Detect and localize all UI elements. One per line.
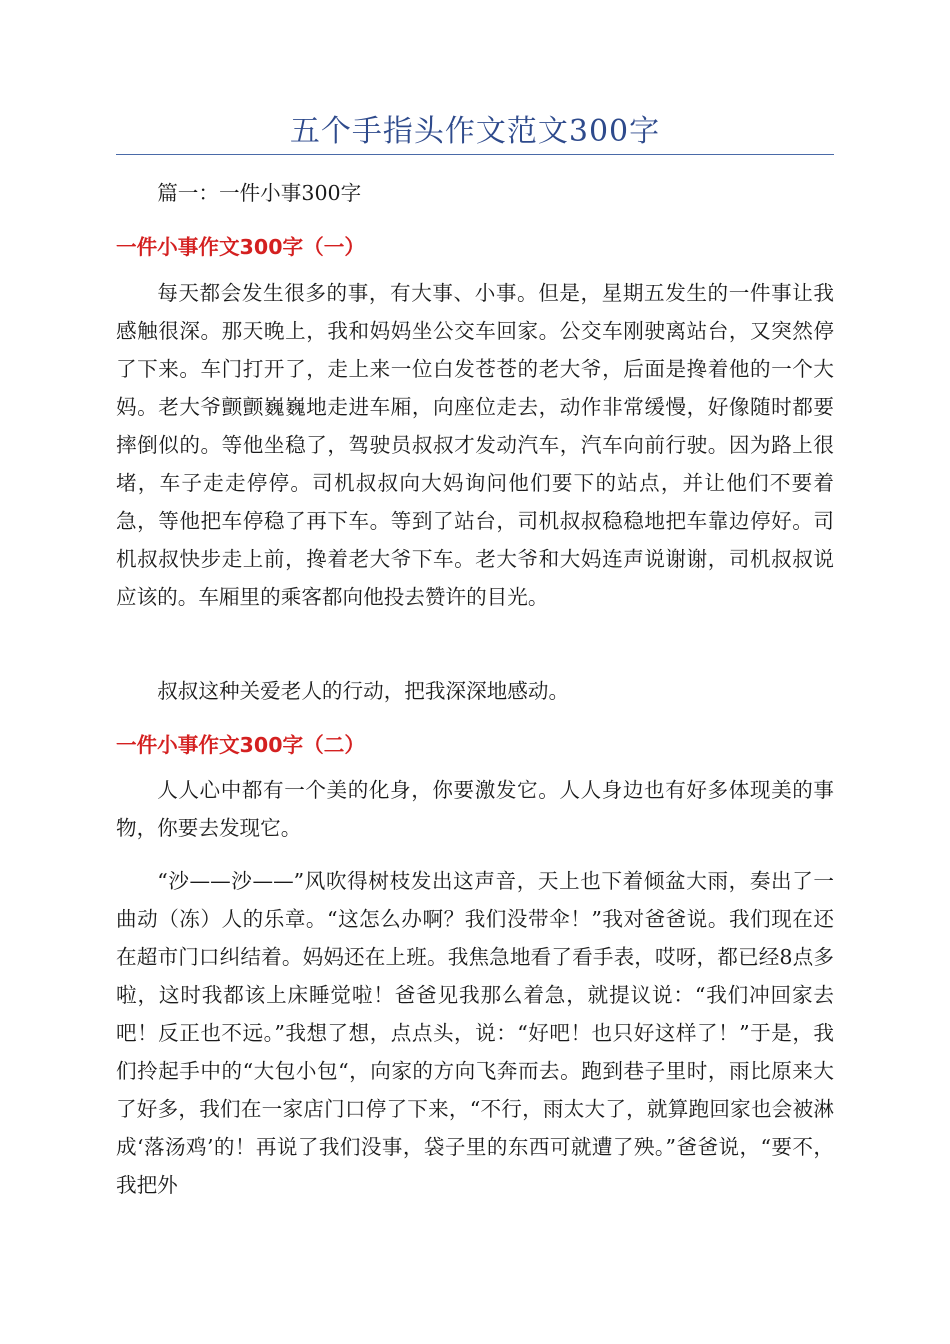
section-heading-2: 一件小事作文300字（二） bbox=[116, 733, 365, 757]
title-underline bbox=[116, 154, 834, 155]
article-subheading: 篇一：一件小事300字 bbox=[157, 181, 362, 205]
section-1-paragraph-2: 叔叔这种关爱老人的行动，把我深深地感动。 bbox=[157, 679, 570, 703]
section-2-paragraph-2: “沙——沙——”风吹得树枝发出这声音，天上也下着倾盆大雨，奏出了一曲动（冻）人的乐章。“这怎么办啊？我们没带伞！”我对爸爸说。我们现在还在超市门口纠结着。妈妈还在上班。我焦急地看了看手表，哎呀，都已经8点多啦，这时我都该上床睡觉啦！爸爸见我那么着急，就提议说：“我们冲回家去吧！反正也不远。”我想了想，点点头，说：“好吧！也只好这样了！”于是，我们拎起手中的“大包小包“，向家的方向飞奔而去。跑到巷子里时，雨比原来大了好多，我们在一家店门口停了下来，“不行，雨太大了，就算跑回家也会被淋成‘落汤鸡’的！再说了我们没事，袋子里的东西可就遭了殃。”爸爸说，“要不，我把外 bbox=[116, 869, 834, 1197]
section-2-paragraph-1: 人人心中都有一个美的化身，你要激发它。人人身边也有好多体现美的事物，你要去发现它。 bbox=[116, 778, 834, 840]
section-heading-1: 一件小事作文300字（一） bbox=[116, 235, 365, 259]
section-1-paragraph-1: 每天都会发生很多的事，有大事、小事。但是，星期五发生的一件事让我感触很深。那天晚上，我和妈妈坐公交车回家。公交车刚驶离站台，又突然停了下来。车门打开了，走上来一位白发苍苍的老大爷，后面是搀着他的一个大妈。老大爷颤颤巍巍地走进车厢，向座位走去，动作非常缓慢，好像随时都要摔倒似的。等他坐稳了，驾驶员叔叔才发动汽车，汽车向前行驶。因为路上很堵，车子走走停停。司机叔叔向大妈询问他们要下的站点，并让他们不要着急，等他把车停稳了再下车。等到了站台，司机叔叔稳稳地把车靠边停好。司机叔叔快步走上前，搀着老大爷下车。老大爷和大妈连声说谢谢，司机叔叔说应该的。车厢里的乘客都向他投去赞许的目光。 bbox=[116, 281, 834, 609]
document-title: 五个手指头作文范文300字 bbox=[289, 114, 661, 149]
